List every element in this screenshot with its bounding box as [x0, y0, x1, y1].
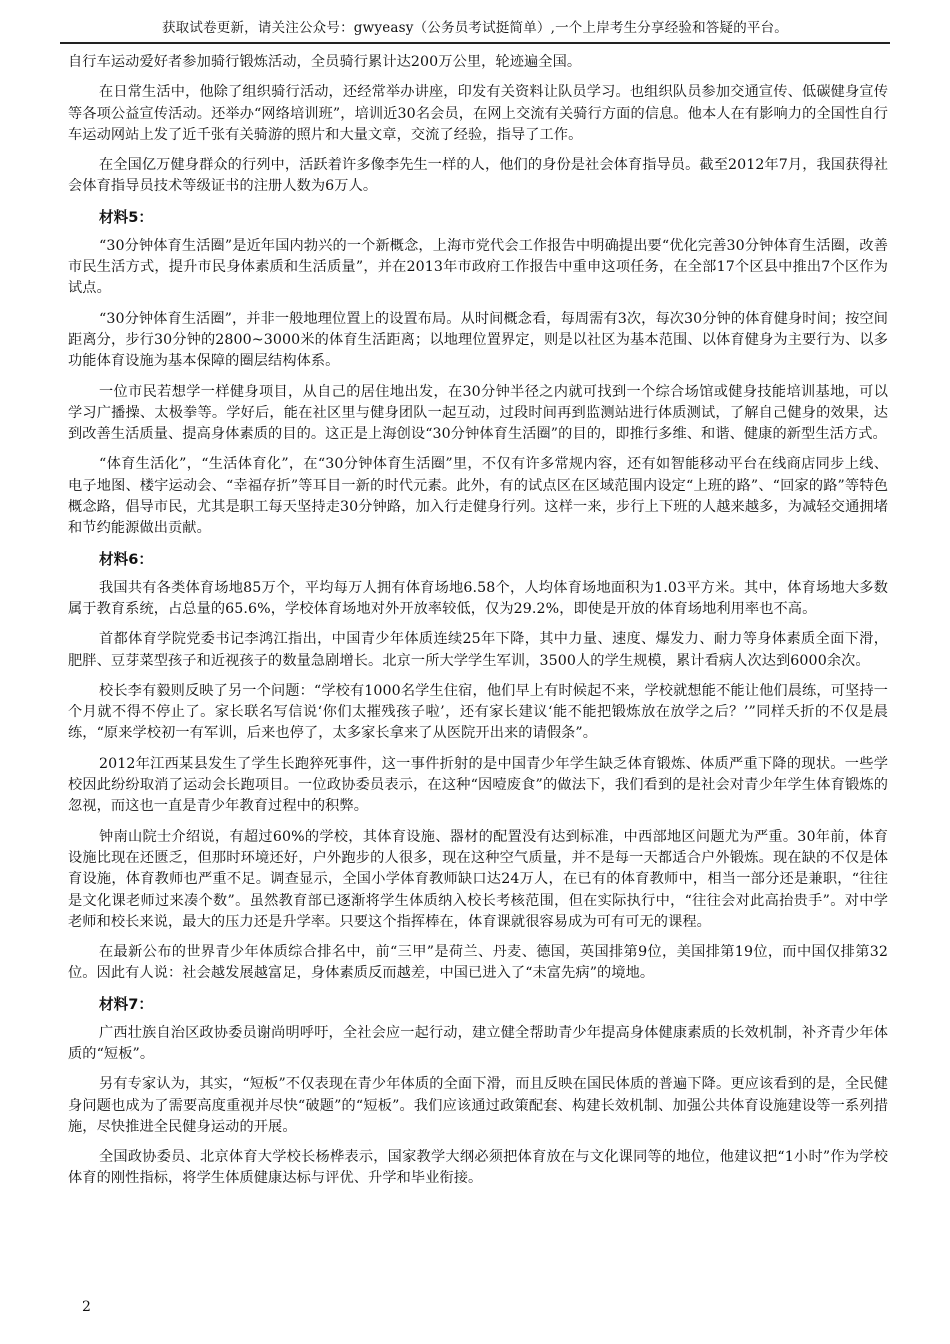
section-heading-material-7: 材料7：: [99, 995, 153, 1013]
paragraph: 首都体育学院党委书记李鸿江指出，中国青少年体质连续25年下降，其中力量、速度、爆发力、耐力等身体素质全面下滑，肥胖、豆芽菜型孩子和近视孩子的数量急剧增长。北京一所大学学生军训，3500人的学生规模，累计看病人次达到6000余次。: [68, 631, 888, 669]
section-heading-material-6: 材料6：: [99, 550, 153, 568]
paragraph: 校长李有毅则反映了另一个问题：“学校有1000名学生住宿，他们早上有时候起不来，学校就想能不能让他们晨练，可坚持一个月就不得不停止了。家长联名写信说‘你们太摧残孩子啦’，还有家长建议‘能不能把锻炼放在放学之后？’”同样夭折的不仅是晨练，“原来学校初一有军训，后来也停了，太多家长拿来了从医院开出来的请假条”。: [68, 682, 888, 742]
paragraph: “30分钟体育生活圈”，并非一般地理位置上的设置布局。从时间概念看，每周需有3次，每次30分钟的体育健身时间；按空间距离分，步行30分钟的2800~3000米的体育生活距离；以地理位置界定，则是以社区为基本范围、以体育健身为主要行为、以多功能体育设施为基本保障的圈层结构体系。: [68, 310, 889, 370]
paragraph: “体育生活化”，“生活体育化”，在“30分钟体育生活圈”里，不仅有许多常规内容，还有如智能移动平台在线商店同步上线、电子地图、楼宇运动会、“幸福存折”等耳目一新的时代元素。此外，有的试点区在区域范围内设定“上班的路”、“回家的路”等特色概念路，倡导市民，尤其是职工每天坚持走30分钟路，加入行走健身行列。这样一来，步行上下班的人越来越多，为减轻交通拥堵和节约能源做出贡献。: [68, 456, 888, 537]
paragraph: 2012年江西某县发生了学生长跑猝死事件，这一事件折射的是中国青少年学生缺乏体育锻炼、体质严重下降的现状。一些学校因此纷纷取消了运动会长跑项目。一位政协委员表示，在这种“因噎废食”的做法下，我们看到的是社会对青少年学生体育锻炼的忽视，而这也一直是青少年教育过程中的积弊。: [68, 755, 888, 815]
paragraph: 我国共有各类体育场地85万个，平均每万人拥有体育场地6.58个，人均体育场地面积为1.03平方米。其中，体育场地大多数属于教育系统，占总量的65.6%，学校体育场地对外开放率较低，仅为29.2%，即使是开放的体育场地利用率也不高。: [68, 579, 888, 617]
page-number: 2: [82, 1299, 91, 1315]
paragraph: 广西壮族自治区政协委员谢尚明呼吁，全社会应一起行动，建立健全帮助青少年提高身体健康素质的长效机制，补齐青少年体质的“短板”。: [68, 1024, 888, 1062]
page-header: 获取试卷更新，请关注公众号：gwyeasy（公务员考试挺简单）,一个上岸考生分享经验和答疑的平台。: [161, 20, 788, 36]
paragraph: 钟南山院士介绍说，有超过60%的学校，其体育设施、器材的配置没有达到标准，中西部地区问题尤为严重。30年前，体育设施比现在还匮乏，但那时环境还好，户外跑步的人很多，现在这种空气质量，并不是每一天都适合户外锻炼。现在缺的不仅是体育设施，体育教师也严重不足。调查显示，全国小学体育教师缺口达24万人，在已有的体育教师中，相当一部分还是兼职，“往往是文化课老师过来凑个数”。虽然教育部已逐渐将学生体质纳入校长考核范围，但在实际执行中，“往往会对此高抬贵手”。对中学老师和校长来说，最大的压力还是升学率。只要这个指挥棒在，体育课就很容易成为可有可无的课程。: [68, 828, 888, 930]
paragraph: 全国政协委员、北京体育大学校长杨桦表示，国家教学大纲必须把体育放在与文化课同等的地位，他建议把“1小时”作为学校体育的刚性指标，将学生体质健康达标与评优、升学和毕业衔接。: [68, 1149, 888, 1187]
paragraph: 在全国亿万健身群众的行列中，活跃着许多像李先生一样的人，他们的身份是社会体育指导员。截至2012年7月，我国获得社会体育指导员技术等级证书的注册人数为6万人。: [68, 157, 888, 195]
paragraph: 另有专家认为，其实，“短板”不仅表现在青少年体质的全面下滑，而且反映在国民体质的普遍下降。更应该看到的是，全民健身问题也成为了需要高度重视并尽快“破题”的“短板”。我们应该通过政策配套、构建长效机制、加强公共体育设施建设等一系列措施，尽快推进全民健身运动的开展。: [68, 1076, 888, 1135]
document-body: [68, 52, 888, 1199]
section-heading-material-5: 材料5：: [99, 208, 153, 226]
paragraph: 在最新公布的世界青少年体质综合排名中，前“三甲”是荷兰、丹麦、德国，英国排第9位，美国排第19位，而中国仅排第32位。因此有人说：社会越发展越富足，身体素质反而越差，中国已进入了“未富先病”的境地。: [68, 944, 888, 982]
paragraph: “30分钟体育生活圈”是近年国内勃兴的一个新概念，上海市党代会工作报告中明确提出要“优化完善30分钟体育生活圈，改善市民生活方式，提升市民身体素质和生活质量”，并在2013年市政府工作报告中重申这项任务，在全部17个区县中推出7个区作为试点。: [68, 237, 888, 297]
paragraph: 自行车运动爱好者参加骑行锻炼活动，全员骑行累计达200万公里，轮迹遍全国。: [68, 54, 582, 70]
header-divider: [60, 42, 890, 44]
paragraph: 一位市民若想学一样健身项目，从自己的居住地出发，在30分钟半径之内就可找到一个综合场馆或健身技能培训基地，可以学习广播操、太极拳等。学好后，能在社区里与健身团队一起互动，过段时间再到监测站进行体质测试，了解自己健身的效果，达到改善生活质量、提高身体素质的目的。这正是上海创设“30分钟体育生活圈”的目的，即推行多维、和谐、健康的新型生活方式。: [68, 383, 888, 443]
paragraph: 在日常生活中，他除了组织骑行活动，还经常举办讲座，印发有关资料让队员学习。也组织队员参加交通宣传、低碳健身宣传等各项公益宣传活动。还举办“网络培训班”，培训近30名会员，在网上交流有关骑行方面的信息。他本人在有影响力的全国性自行车运动网站上发了近千张有关骑游的照片和大量文章，交流了经验，指导了工作。: [68, 84, 888, 143]
